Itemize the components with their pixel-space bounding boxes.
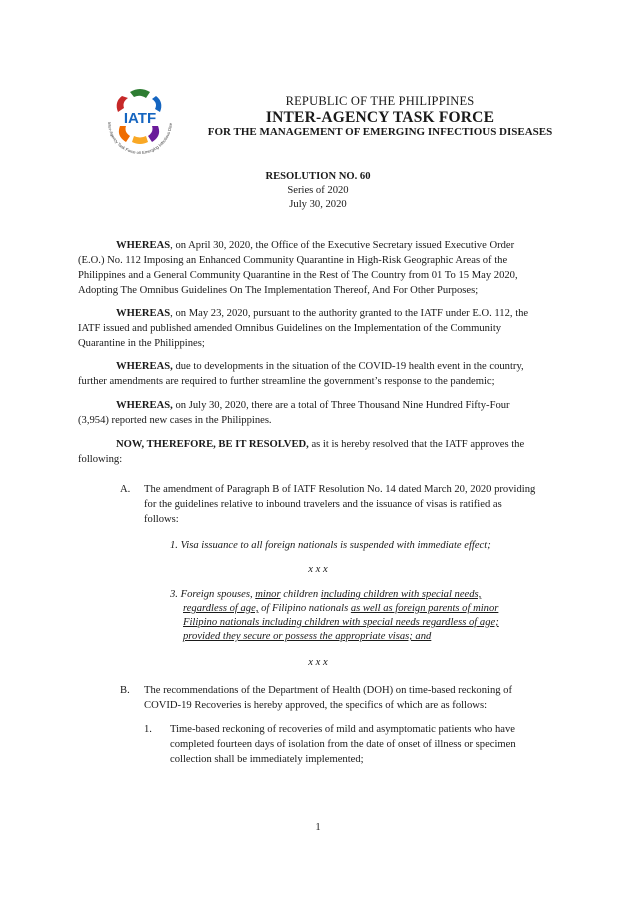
header-taskforce: INTER-AGENCY TASK FORCE bbox=[265, 109, 495, 126]
item-b-sub-1-line-2: completed fourteen days of isolation from the date of onset of illness or specimen bbox=[170, 739, 516, 750]
item-a-omission-1: x x x bbox=[308, 564, 328, 575]
whereas-1-line-2: (E.O.) No. 112 Imposing an Enhanced Community Quarantine in High-Risk Geographic Areas of the bbox=[78, 255, 508, 266]
item-a-sub-3-line-1: 3. Foreign spouses, minor children including children with special needs, bbox=[170, 589, 482, 600]
item-b-sub-1-marker: 1. bbox=[144, 724, 152, 735]
whereas-2-line-1: WHEREAS, on May 23, 2020, pursuant to the authority granted to the IATF under E.O. 112, the bbox=[116, 308, 529, 319]
item-a-line-3: follows: bbox=[144, 514, 179, 525]
page-number: 1 bbox=[315, 822, 321, 833]
item-a-omission-2: x x x bbox=[308, 657, 328, 668]
item-a-line-1: The amendment of Paragraph B of IATF Resolution No. 14 dated March 20, 2020 providing bbox=[144, 484, 536, 495]
item-a-sub-3-line-4: provided they secure or possess the appropriate visas; and bbox=[183, 631, 432, 642]
item-b-sub-1-line-3: collection shall be immediately implemented; bbox=[170, 754, 364, 765]
whereas-2-line-2: IATF issued and published amended Omnibus Guidelines on the Implementation of the Community bbox=[78, 323, 502, 334]
item-b-sub-1-line-1: Time-based reckoning of recoveries of mild and asymptomatic patients who have bbox=[170, 724, 515, 735]
whereas-2-line-3: Quarantine in the Philippines; bbox=[78, 338, 205, 349]
header-subtitle: FOR THE MANAGEMENT OF EMERGING INFECTIOUS DISEASES bbox=[207, 126, 553, 138]
resolution-number: RESOLUTION NO. 60 bbox=[265, 171, 371, 182]
whereas-4-line-1: WHEREAS, on July 30, 2020, there are a total of Three Thousand Nine Hundred Fifty-Four bbox=[116, 400, 510, 411]
item-a-sub-3-line-3: Filipino nationals including children with special needs regardless of age; bbox=[183, 617, 499, 628]
item-b-marker: B. bbox=[120, 685, 130, 696]
resolution-date: July 30, 2020 bbox=[289, 199, 347, 210]
whereas-3-line-1: WHEREAS, due to developments in the situation of the COVID-19 health event in the country, bbox=[116, 361, 524, 372]
item-a-marker: A. bbox=[120, 484, 131, 495]
item-a-sub-1: 1. Visa issuance to all foreign nationals is suspended with immediate effect; bbox=[170, 540, 491, 551]
item-a-line-2: for the guidelines relative to inbound travelers and the issuance of visas is ratified as bbox=[144, 499, 502, 510]
whereas-4-line-2: (3,954) reported new cases in the Philippines. bbox=[78, 415, 272, 426]
whereas-3-line-2: further amendments are required to further streamline the government’s response to the pandemic; bbox=[78, 376, 495, 387]
item-b-line-1: The recommendations of the Department of Health (DOH) on time-based reckoning of bbox=[144, 685, 513, 696]
resolved-line-1: NOW, THEREFORE, BE IT RESOLVED, as it is hereby resolved that the IATF approves the bbox=[116, 439, 525, 450]
header-republic: REPUBLIC OF THE PHILIPPINES bbox=[285, 94, 475, 108]
whereas-1-line-3: Philippines and a General Community Quarantine in the Rest of The Country from 01 To 15 May 2020, bbox=[78, 270, 518, 281]
logo-ring-text: Inter-Agency Task Force on Emerging Infectious Dise bbox=[106, 121, 174, 156]
logo-letters: IATF bbox=[123, 110, 157, 127]
item-a-sub-3-line-2: regardless of age, of Filipino nationals as well as foreign parents of minor bbox=[183, 603, 499, 614]
iatf-logo bbox=[100, 82, 180, 162]
whereas-1-line-4: Adopting The Omnibus Guidelines On The Implementation Thereof, And For Other Purposes; bbox=[78, 285, 479, 296]
whereas-1-line-1: WHEREAS, on April 30, 2020, the Office of the Executive Secretary issued Executive Order bbox=[116, 240, 515, 251]
item-b-line-2: COVID-19 Recoveries is hereby approved, the specifics of which are as follows: bbox=[144, 700, 488, 711]
resolution-series: Series of 2020 bbox=[287, 185, 349, 196]
resolved-line-2: following: bbox=[78, 454, 123, 465]
